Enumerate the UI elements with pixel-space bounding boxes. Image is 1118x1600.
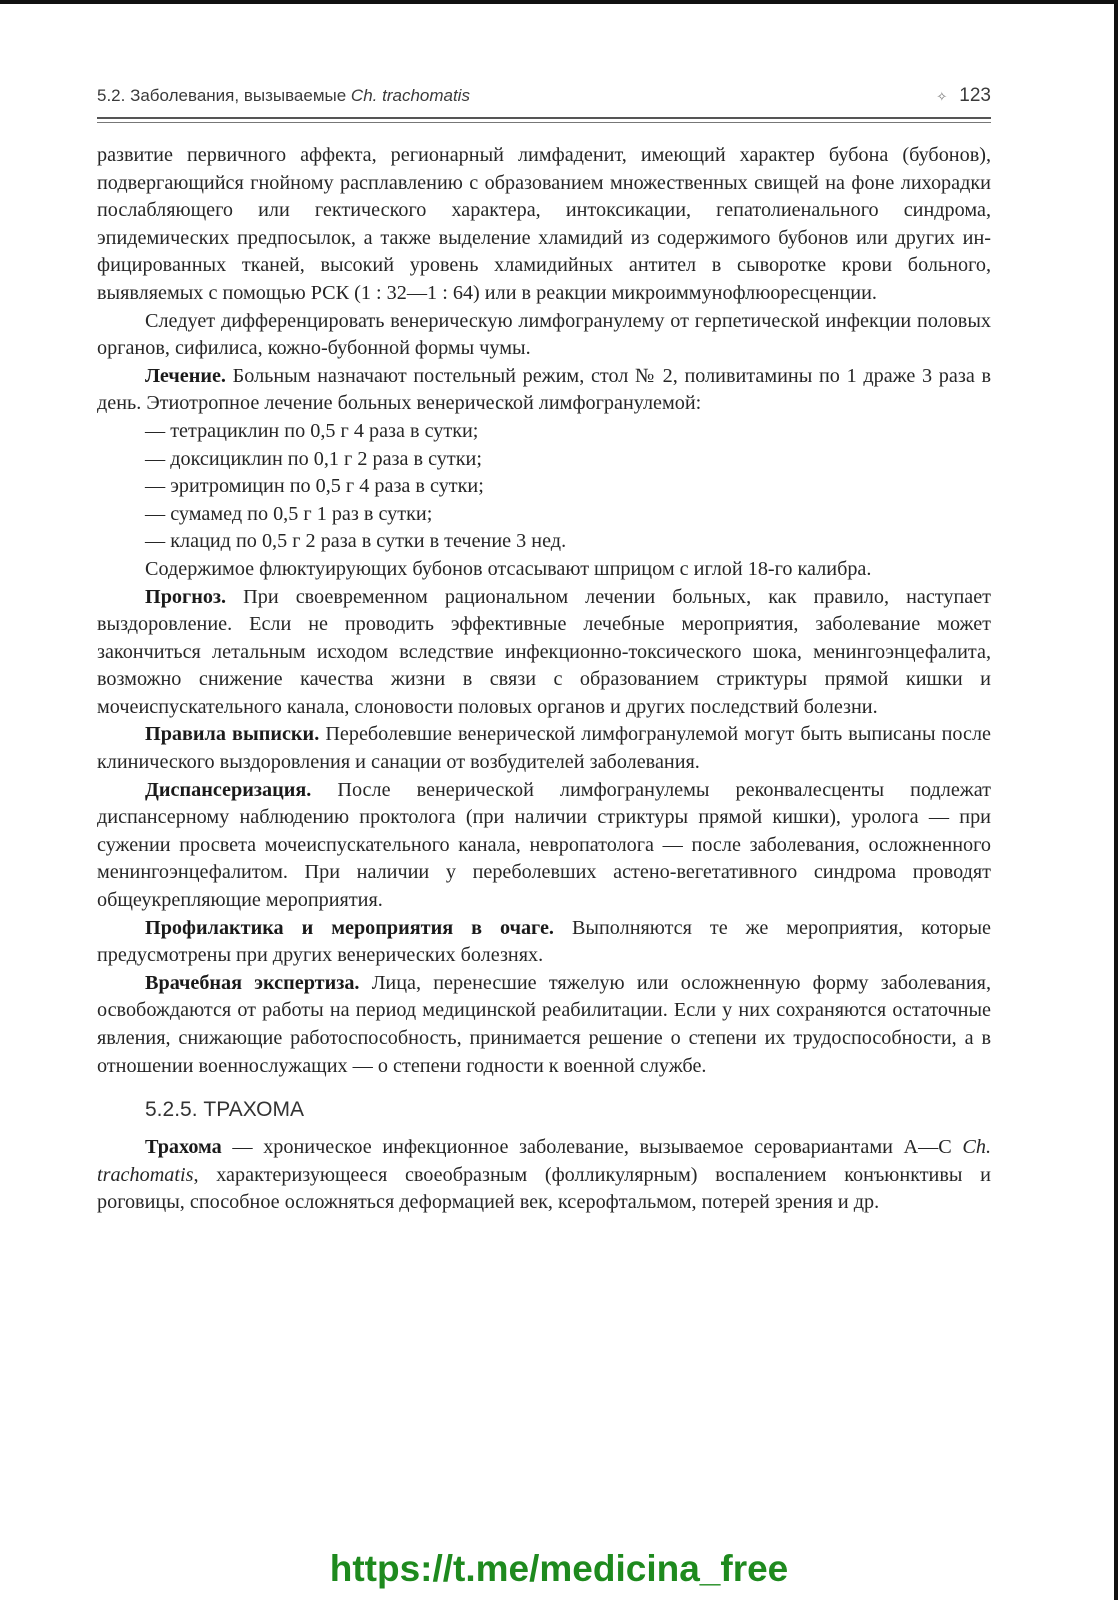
list-item: — тетрациклин по 0,5 г 4 раза в сутки;	[145, 419, 479, 442]
dispensary-text: После венерической лимфогранулемы реконвалесценты подлежат диспансерному наблюдению проктолога (при наличии стриктуры прямой кишки), уролога — при сужении просвета мочеиспускательного канала, невропатолога — после заболевания, осложненного менингоэнцефалитом. При наличии у переболевших астено-вегетативного синдрома проводят общеукрепляющие мероприятия.	[97, 778, 991, 912]
list-item: — доксициклин по 0,1 г 2 раза в сутки;	[145, 447, 482, 470]
paragraph-trachoma	[97, 1134, 991, 1217]
page-number: 123	[959, 85, 991, 106]
list-item: — сумамед по 0,5 г 1 раз в сутки;	[145, 502, 433, 525]
prevention-text: Выполняются те же мероприятия, которые предусмотрены при других венерических болезнях.	[97, 916, 992, 967]
discharge-text: Переболевшие венерической лимфогранулемой могут быть выписаны после клинического выздоровления и санации от возбудителей заболевания.	[97, 723, 991, 774]
list-item: — клацид по 0,5 г 2 раза в сутки в течение 3 нед.	[145, 530, 567, 553]
drug-list	[97, 418, 991, 556]
prognosis-text: При своевременном рациональном лечении больных, как правило, наступает выздоровление. Если не проводить эффективные лечебные мероприятия, заболевание может закончиться летальным исходом вследствие инфекционно-токсического шока, менингоэнцефалита, возможно снижение качества жизни в связи с образованием стриктуры прямой кишки и мочеиспускательного канала, слоновости половых органов и других последствий болезни.	[97, 585, 991, 718]
trachoma-text-before: — хроническое инфекционное заболевание, вызываемое серовариантами А—С	[221, 1136, 963, 1159]
paragraph-discharge	[97, 721, 991, 776]
list-item: — эритромицин по 0,5 г 4 раза в сутки;	[145, 475, 484, 498]
paragraph-diagnosis: развитие первичного аффекта, регионарный лимфаденит, имеющий характер бубона (бубонов), подвергающийся гнойному расплавлению с образованием множественных свищей на фоне лихорадки послабляющего или гектического характера, интоксикации, гепатолиенального синдрома, эпидемических предпосылок, а также выделение хламидий из содержимого бубонов или других инфицированных тканей, высокий уровень хламидийных антител в сыворотке крови больного, выявляемых с помощью РСК (1 : 32—1 : 64) или в реакции микроиммунофлюоресценции.	[97, 144, 991, 304]
right-border	[1114, 0, 1118, 1600]
running-header	[97, 82, 991, 106]
trachoma-text-after: , характеризующееся своеобразным (фолликулярным) воспалением конъюнктивы и роговицы, способное осложняться деформацией век, ксерофтальмом, потерей зрения и др.	[97, 1163, 991, 1214]
running-header-title	[97, 86, 470, 106]
treatment-label: Лечение.	[145, 364, 226, 387]
trachoma-label: Трахома	[145, 1136, 222, 1159]
header-section-text: 5.2. Заболевания, вызываемые	[97, 86, 351, 105]
section-heading: 5.2.5. ТРАХОМА	[145, 1098, 304, 1122]
prevention-label: Профилактика и мероприятия в очаге.	[145, 916, 554, 939]
top-border	[0, 0, 1118, 4]
expertise-text: Лица, перенесшие тяжелую или осложненную форму заболевания, освобождаются от работы на период медицинской реабилитации. Если у них сохраняются остаточные явления, снижающие работоспособность, принимается решение о степени их трудоспособности, а в отношении военнослужащих — о степени годности к военной службе.	[97, 971, 991, 1077]
paragraph-bubo-aspiration: Содержимое флюктуирующих бубонов отсасывают шприцом с иглой 18-го калибра.	[145, 557, 872, 580]
header-rule-thick	[97, 117, 991, 119]
discharge-label: Правила выписки.	[145, 723, 320, 746]
paragraph-treatment	[97, 363, 991, 418]
page-number-group	[936, 85, 991, 107]
header-section-italic: Ch. trachomatis	[350, 86, 470, 105]
page-body	[97, 142, 991, 1217]
paragraph-differential: Следует дифференцировать венерическую лимфогранулему от герпетической инфекции половых органов, сифилиса, кожно-бубонной формы чумы.	[97, 309, 991, 360]
header-rule-thin	[97, 122, 991, 123]
dispensary-label: Диспансеризация.	[145, 778, 312, 801]
trachoma-italic: Ch. trachomatis	[97, 1136, 991, 1186]
prognosis-label: Прогноз.	[145, 585, 227, 608]
treatment-text: Больным назначают постельный режим, стол № 2, поливитамины по 1 драже 3 раза в день. Этиотропное лечение больных венерической лимфогранулемой:	[97, 364, 991, 415]
expertise-label: Врачебная экспертиза.	[145, 971, 360, 994]
telegram-link[interactable]: https://t.me/medicina_free	[329, 1548, 789, 1589]
diamond-ornament-icon: ✧	[936, 89, 948, 104]
paragraph-prognosis	[97, 584, 991, 722]
paragraph-expertise	[97, 970, 991, 1080]
paragraph-prevention	[97, 915, 991, 970]
paragraph-dispensary	[97, 777, 991, 915]
